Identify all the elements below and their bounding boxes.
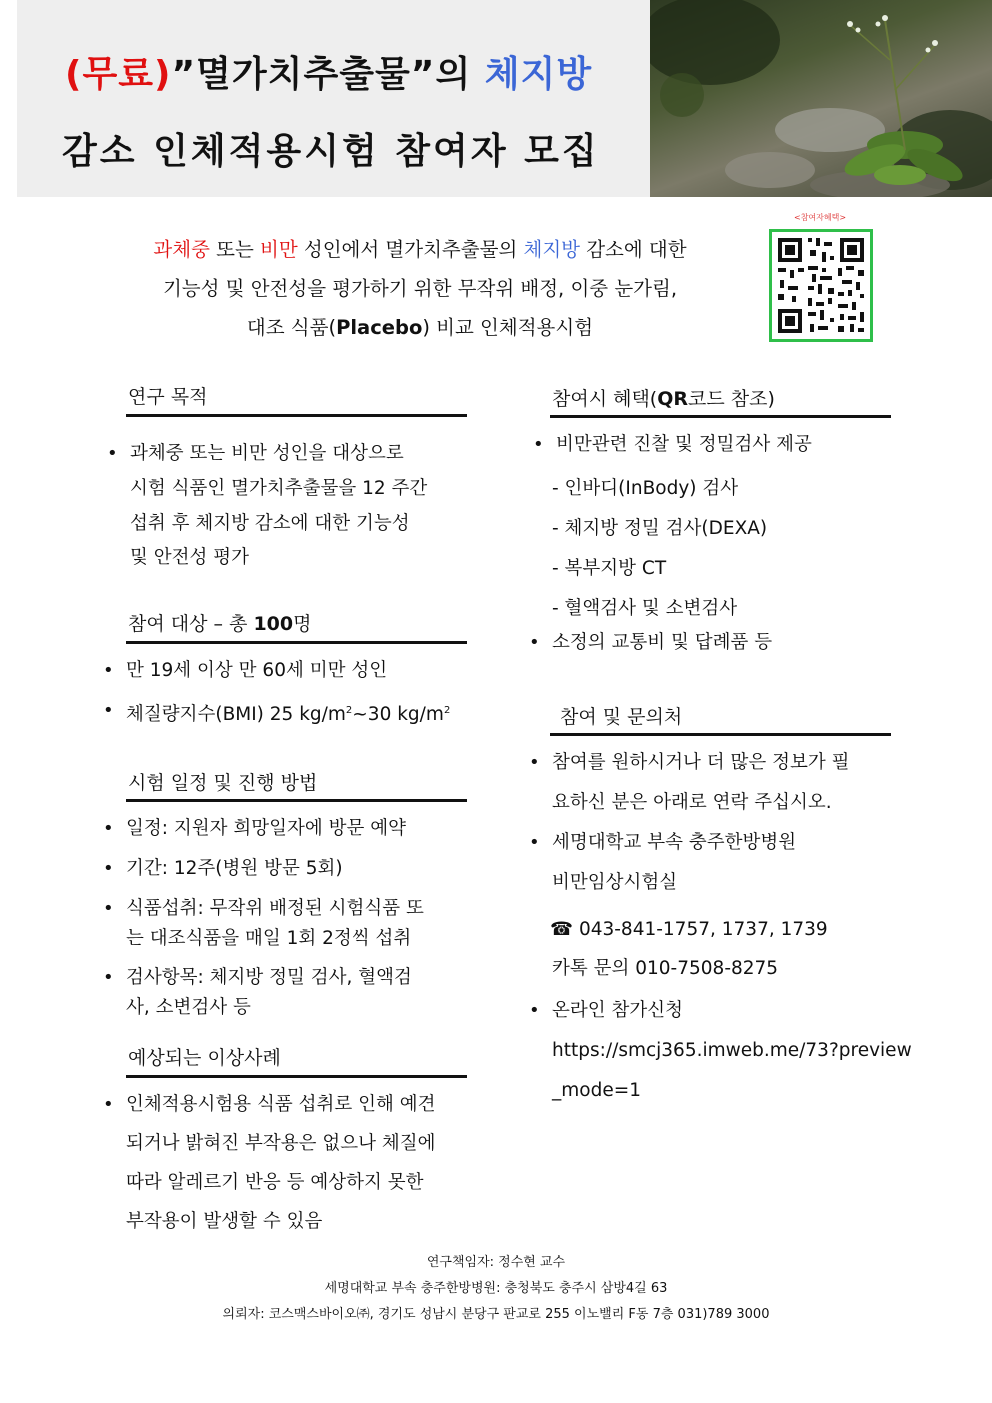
intro-reduction: 감소에 대한 (580, 238, 687, 261)
contact-heading: 참여 및 문의처 (560, 706, 683, 728)
hospital-name: 세명대학교 부속 충주한방병원 (552, 832, 797, 853)
bullet-dot: • (103, 898, 114, 919)
purpose-line: 섭취 후 체지방 감소에 대한 기능성 (130, 513, 410, 534)
intro-or: 또는 (209, 238, 260, 261)
qr-code-icon (772, 232, 870, 339)
schedule-item-text: 검사항목: 체지방 정밀 검사, 혈액검 (126, 967, 412, 988)
intro-line3-post: ) 비교 인체적용시험 (422, 316, 594, 339)
schedule-item-text: 일정: 지원자 희망일자에 방문 예약 (126, 818, 406, 839)
adverse-line: 따라 알레르기 반응 등 예상하지 못한 (126, 1172, 424, 1193)
footer-hospital-address: 세명대학교 부속 충주한방병원: 충청북도 충주시 삼방4길 63 (324, 1281, 668, 1296)
adverse-heading: 예상되는 이상사례 (128, 1047, 281, 1069)
phone-icon: ☎ (550, 919, 574, 940)
benefits-sub-item: - 혈액검사 및 소변검사 (552, 598, 738, 619)
benefits-sub-item: - 인바디(InBody) 검사 (552, 478, 739, 499)
target-heading-pre: 참여 대상 – 총 (128, 613, 254, 635)
intro-placebo: Placebo (336, 316, 423, 339)
schedule-item (103, 812, 406, 846)
benefits-item-text: 소정의 교통비 및 답례품 등 (552, 632, 773, 653)
purpose-line: 과체중 또는 비만 성인을 대상으로 (130, 443, 404, 464)
contact-rule (550, 733, 891, 736)
target-item (103, 654, 388, 688)
bullet-dot: • (103, 660, 114, 681)
benefits-heading-post: 코드 참조) (688, 388, 775, 410)
qr-code[interactable] (769, 229, 873, 342)
schedule-item-cont: 는 대조식품을 매일 1회 2정씩 섭취 (126, 928, 412, 949)
purpose-heading: 연구 목적 (128, 386, 208, 408)
bmi-text-a: 체질량지수(BMI) 25 kg/m (126, 704, 346, 726)
benefits-heading (552, 384, 775, 411)
footer-investigator: 연구책임자: 정수현 교수 (426, 1255, 566, 1270)
intro-line2: 기능성 및 안전성을 평가하기 위한 무작위 배정, 이중 눈가림, (162, 277, 678, 300)
purpose-rule (126, 414, 467, 417)
bullet-dot: • (103, 858, 114, 879)
title-free-tag: (무료) (65, 54, 172, 95)
bullet-dot: • (103, 967, 114, 988)
schedule-item-text: 기간: 12주(병원 방문 5회) (126, 858, 343, 879)
schedule-heading: 시험 일정 및 진행 방법 (128, 772, 318, 794)
adverse-item (103, 1088, 436, 1122)
benefits-sub-item: - 복부지방 CT (552, 558, 667, 579)
target-heading-count: 100 (253, 613, 294, 635)
bmi-text-b: ~30 kg/m (352, 704, 444, 726)
benefits-rule (550, 415, 891, 418)
bullet-dot: • (107, 443, 118, 464)
bullet-dot: • (529, 752, 540, 773)
benefits-item (533, 428, 812, 462)
benefits-item-text: 비만관련 진찰 및 정밀검사 제공 (556, 434, 812, 455)
phone-number[interactable]: 043-841-1757, 1737, 1739 (578, 919, 828, 940)
contact-item (529, 746, 850, 780)
title-main-text: ”멸가치추출물”의 (171, 54, 485, 95)
qr-label: <참여자혜택> (794, 213, 847, 222)
bullet-dot: • (103, 1094, 114, 1115)
title-accent-text: 체지방 (484, 54, 593, 95)
target-heading-post: 명 (293, 613, 312, 635)
page-title-line2: 감소 인체적용시험 참여자 모집 (62, 131, 600, 172)
kakao-contact[interactable]: 카톡 문의 010-7508-8275 (552, 958, 779, 979)
benefits-heading-qr: QR (657, 388, 689, 410)
intro-line1 (95, 230, 745, 269)
plant-photo (650, 0, 992, 197)
purpose-line: 및 안전성 평가 (130, 547, 249, 568)
online-apply-label: 온라인 참가신청 (552, 1000, 683, 1021)
hospital-department: 비만임상시험실 (552, 872, 678, 893)
schedule-item (103, 961, 412, 995)
bullet-dot: • (529, 832, 540, 853)
adverse-line: 되거나 밝혀진 부작용은 없으나 체질에 (126, 1133, 436, 1154)
bmi-sup: 2 (345, 705, 353, 716)
apply-url-line2[interactable]: _mode=1 (552, 1080, 641, 1101)
benefits-sub-item: - 체지방 정밀 검사(DEXA) (552, 518, 768, 539)
target-item (103, 694, 451, 732)
page-title-line1 (65, 46, 592, 97)
schedule-item (103, 892, 424, 926)
target-heading (128, 609, 311, 636)
adverse-line: 부작용이 발생할 수 있음 (126, 1211, 323, 1232)
purpose-item (107, 437, 404, 471)
schedule-rule (126, 799, 467, 802)
bullet-dot: • (103, 700, 114, 721)
footer-sponsor: 의뢰자: 코스맥스바이오㈜, 경기도 성남시 분당구 판교로 255 이노밸리 F동 7층 031)789 3000 (222, 1307, 770, 1322)
plant-photo-art (650, 0, 992, 197)
bullet-dot: • (529, 632, 540, 653)
intro-obese: 비만 (259, 238, 298, 261)
contact-item-text: 참여를 원하시거나 더 많은 정보가 필 (552, 752, 850, 773)
purpose-line: 시험 식품인 멸가치추출물을 12 주간 (130, 478, 428, 499)
target-rule (126, 641, 467, 644)
benefits-item (529, 626, 773, 660)
intro-text (95, 230, 745, 347)
contact-item (529, 994, 683, 1028)
bmi-sup: 2 (443, 705, 451, 716)
bullet-dot: • (529, 1000, 540, 1021)
intro-line3-pre: 대조 식품( (246, 316, 337, 339)
contact-item-cont: 요하신 분은 아래로 연락 주십시오. (552, 792, 832, 813)
schedule-item (103, 852, 343, 886)
adverse-rule (126, 1075, 467, 1078)
schedule-item-text: 식품섭취: 무작위 배정된 시험식품 또 (126, 898, 424, 919)
contact-item (529, 826, 797, 860)
bullet-dot: • (103, 818, 114, 839)
intro-line3 (95, 308, 745, 347)
bullet-dot: • (533, 434, 544, 455)
intro-overweight: 과체중 (153, 238, 210, 261)
phone-line[interactable] (550, 913, 828, 947)
target-item-text: 만 19세 이상 만 60세 미만 성인 (126, 660, 388, 681)
schedule-item-cont: 사, 소변검사 등 (126, 997, 251, 1018)
intro-adults: 성인에서 멸가치추출물의 (297, 238, 524, 261)
benefits-heading-pre: 참여시 혜택( (552, 388, 658, 410)
adverse-line: 인체적용시험용 식품 섭취로 인해 예견 (126, 1094, 436, 1115)
intro-body-fat: 체지방 (523, 238, 580, 261)
apply-url-line1[interactable]: https://smcj365.imweb.me/73?preview (552, 1040, 912, 1061)
